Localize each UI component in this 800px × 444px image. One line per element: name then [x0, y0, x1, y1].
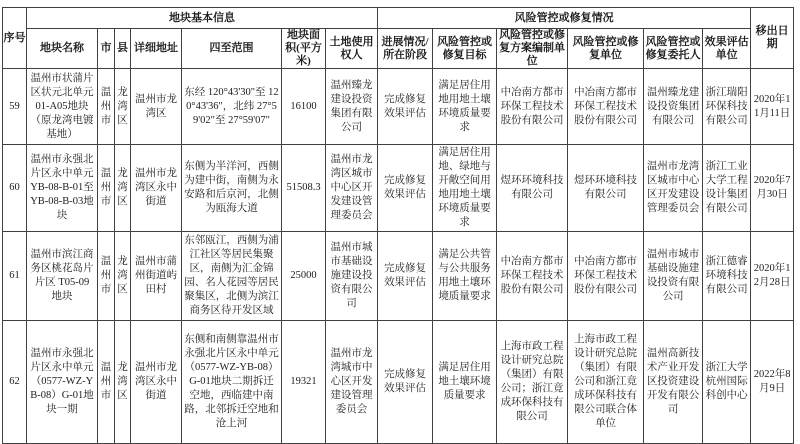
header-detailed-address: 详细地址: [131, 29, 182, 69]
cell-effect-evaluation-unit: 浙江瑞阳环保科技有限公司: [703, 69, 751, 145]
cell-removal-date: 2020年7月30日: [751, 145, 794, 232]
cell-parcel-name: 温州市永强北片区永中单元YB-08-B-01至YB-08-B-03地块: [27, 145, 98, 232]
header-county: 县: [115, 29, 131, 69]
header-remediation-client: 风险管控或修复委托人: [644, 29, 703, 69]
cell-plan-compilation-unit: 上海市政工程设计研究总院（集团）有限公司；浙江竟成环保科技有限公司: [497, 321, 568, 444]
cell-removal-date: 2022年8月9日: [751, 321, 794, 444]
cell-parcel-area: 25000: [282, 232, 326, 321]
cell-parcel-area: 19321: [282, 321, 326, 444]
cell-serial-number: 59: [3, 69, 27, 145]
table-row: [3, 69, 794, 145]
cell-remediation-client: 温州臻龙建设投资集团有限公司: [644, 69, 703, 145]
header-remediation-unit: 风险管控或修复单位: [568, 29, 644, 69]
cell-remediation-target: 满足居住用地、绿地与开敞空间用地用地土壤环境质量要求: [433, 145, 497, 232]
cell-plan-compilation-unit: 中冶南方都市环保工程技术股份有限公司: [497, 69, 568, 145]
cell-serial-number: 61: [3, 232, 27, 321]
cell-city: 温州市: [98, 145, 115, 232]
cell-remediation-target: 满足公共管与公共服务用地土壤环境质量要求: [433, 232, 497, 321]
table-header: [3, 8, 794, 69]
header-remediation-target: 风险管控或修复目标: [433, 29, 497, 69]
cell-remediation-unit: 上海市政工程设计研究总院（集团）有限公司和浙江竟成环保科技有限公司联合体单位: [568, 321, 644, 444]
cell-detailed-address: 温州市龙湾区永中街道: [131, 145, 182, 232]
cell-county: 龙湾区: [115, 232, 131, 321]
cell-serial-number: 60: [3, 145, 27, 232]
table-body: [3, 69, 794, 444]
header-city: 市: [98, 29, 115, 69]
contaminated-parcel-remediation-table: [2, 7, 794, 444]
cell-progress-stage: 完成修复效果评估: [378, 69, 433, 145]
header-serial-number: 序号: [3, 8, 27, 69]
header-effect-evaluation-unit: 效果评估单位: [703, 29, 751, 69]
cell-land-use-right-holder: 温州臻龙建设投资集团有限公司: [326, 69, 378, 145]
cell-remediation-client: 温州市龙湾区城市中心区开发建设管理委员会: [644, 145, 703, 232]
cell-parcel-name: 温州市永强北片区永中单元（0577-WZ-YB-08）G-01地块一期: [27, 321, 98, 444]
cell-removal-date: 2020年11月11日: [751, 69, 794, 145]
cell-boundary-range: 东邻瓯江，西侧为浦江社区等居民集聚区，南侧为汇金锦园、名人花园等居民聚集区，北侧为滨江商务区待开发区域: [182, 232, 282, 321]
cell-removal-date: 2020年12月28日: [751, 232, 794, 321]
cell-parcel-name: 温州市滨江商务区桃花岛片片区 T05-09 地块: [27, 232, 98, 321]
header-removal-date: 移出日期: [751, 8, 794, 69]
cell-land-use-right-holder: 温州市龙湾区城市中心区开发建设管理委员会: [326, 145, 378, 232]
header-progress-stage: 进展情况/所在阶段: [378, 29, 433, 69]
cell-county: 龙湾区: [115, 145, 131, 232]
cell-parcel-area: 51508.3: [282, 145, 326, 232]
cell-remediation-target: 满足居住用地土壤环境质量要求: [433, 321, 497, 444]
cell-remediation-target: 满足居住用地用地土壤环境质量要求: [433, 69, 497, 145]
cell-remediation-client: 温州高新技术产业开发区投资建设开发有限公司: [644, 321, 703, 444]
cell-boundary-range: 东经 120°43'30"至 120°43'36"，北纬 27°59'02"至 27°59'07": [182, 69, 282, 145]
cell-remediation-client: 温州市城市基础设施建设投资有限公司: [644, 232, 703, 321]
cell-effect-evaluation-unit: 浙江大学杭州国际科创中心: [703, 321, 751, 444]
cell-detailed-address: 温州市龙湾区: [131, 69, 182, 145]
cell-detailed-address: 温州市蒲州街道屿田村: [131, 232, 182, 321]
cell-city: 温州市: [98, 69, 115, 145]
cell-land-use-right-holder: 温州市龙湾城市中心区开发建设管理委员会: [326, 321, 378, 444]
header-group-risk-control: 风险管控或修复情况: [378, 8, 751, 29]
cell-remediation-unit: 中冶南方都市环保工程技术股份有限公司: [568, 232, 644, 321]
header-land-use-right-holder: 土地使用权人: [326, 29, 378, 69]
cell-county: 龙湾区: [115, 321, 131, 444]
cell-detailed-address: 温州市龙湾区永中街道: [131, 321, 182, 444]
header-boundary-range: 四至范围: [182, 29, 282, 69]
table-row: [3, 232, 794, 321]
cell-effect-evaluation-unit: 浙江德睿环境科技有限公司: [703, 232, 751, 321]
cell-parcel-name: 温州市状蒲片区状元北单元01-A05地块（原龙湾电镀基地）: [27, 69, 98, 145]
table-row: [3, 145, 794, 232]
cell-remediation-unit: 中冶南方都市环保工程技术股份有限公司: [568, 69, 644, 145]
cell-remediation-unit: 煜环环境科技有限公司: [568, 145, 644, 232]
cell-effect-evaluation-unit: 浙江工业大学工程设计集团有限公司: [703, 145, 751, 232]
header-group-basic-info: 地块基本信息: [27, 8, 378, 29]
cell-plan-compilation-unit: 煜环环境科技有限公司: [497, 145, 568, 232]
cell-progress-stage: 完成修复效果评估: [378, 145, 433, 232]
cell-boundary-range: 东侧和南侧靠温州市永强北片区永中单元（0577-WZ-YB-08）G-01地块二期拆迁空地，西临建中南路，北邻拆迁空地和沧上河: [182, 321, 282, 444]
cell-progress-stage: 完成修复效果评估: [378, 321, 433, 444]
cell-parcel-area: 16100: [282, 69, 326, 145]
header-plan-compilation-unit: 风险管控或修复方案编制单位: [497, 29, 568, 69]
cell-progress-stage: 完成修复效果评估: [378, 232, 433, 321]
cell-city: 温州市: [98, 321, 115, 444]
table-row: [3, 321, 794, 444]
header-parcel-area: 地块面积(平方米): [282, 29, 326, 69]
header-parcel-name: 地块名称: [27, 29, 98, 69]
cell-plan-compilation-unit: 中冶南方都市环保工程技术股份有限公司: [497, 232, 568, 321]
cell-boundary-range: 东侧为半洋河，西侧为建中街，南侧为永安路和后京河，北侧为瓯海大道: [182, 145, 282, 232]
cell-county: 龙湾区: [115, 69, 131, 145]
cell-serial-number: 62: [3, 321, 27, 444]
cell-land-use-right-holder: 温州市城市基础设施建设投资有限公司: [326, 232, 378, 321]
cell-city: 温州市: [98, 232, 115, 321]
